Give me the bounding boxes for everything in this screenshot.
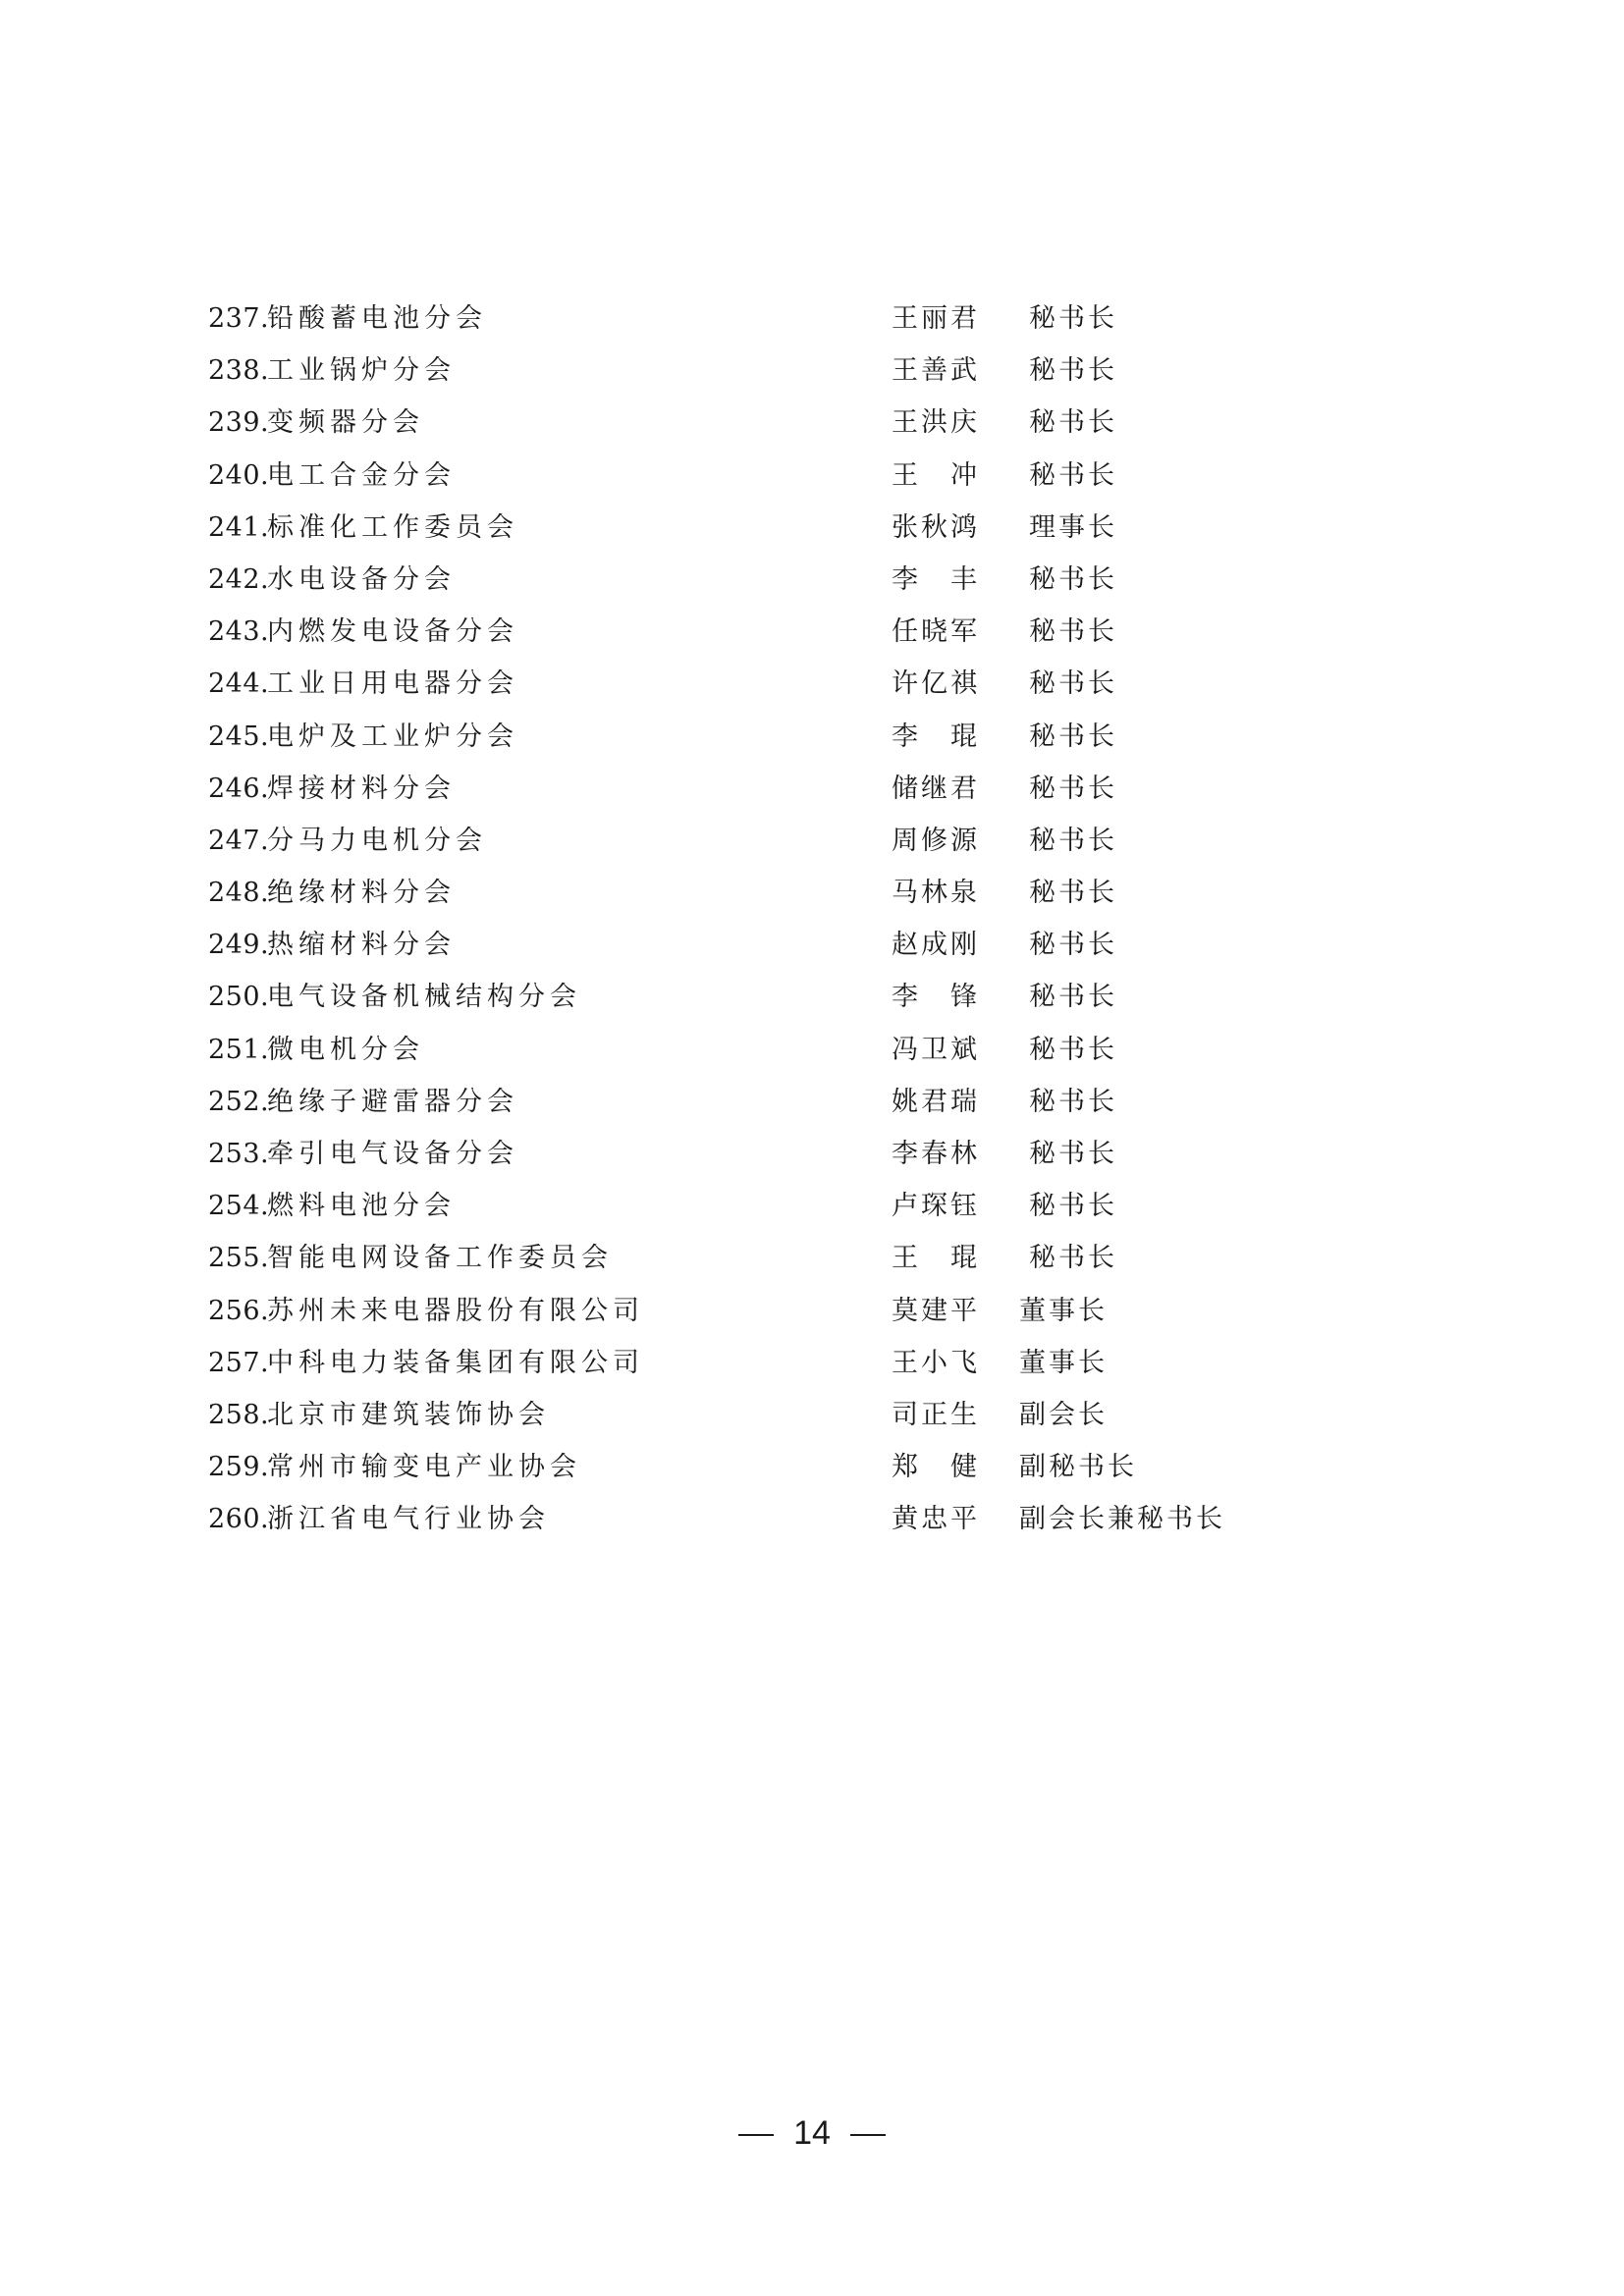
page-number: 14: [793, 2114, 831, 2152]
list-item: [208, 919, 1288, 971]
contact-name: 李 琨: [892, 721, 980, 752]
entry-number: 257.: [208, 1347, 270, 1378]
organization-name: 焊接材料分会: [267, 773, 456, 804]
list-item: [208, 502, 1288, 554]
contact-name: 郑 健: [892, 1452, 980, 1483]
contact-title: 秘书长: [1029, 1086, 1117, 1117]
organization-name: 水电设备分会: [267, 563, 456, 595]
entry-number: 254.: [208, 1191, 270, 1222]
dash-right-decoration: [850, 2134, 886, 2136]
list-item: [208, 1076, 1288, 1128]
contact-name: 王洪庆: [892, 407, 980, 439]
dash-left-decoration: [738, 2134, 774, 2136]
organization-name: 绝缘子避雷器分会: [267, 1086, 518, 1117]
entry-number: 260.: [208, 1504, 270, 1535]
list-item: [208, 554, 1288, 606]
contact-name: 赵成刚: [892, 930, 980, 961]
organization-roster: [208, 293, 1288, 1546]
organization-name: 分马力电机分会: [267, 825, 487, 856]
list-item: [208, 971, 1288, 1023]
entry-number: 238.: [208, 355, 270, 387]
organization-name: 变频器分会: [267, 407, 424, 439]
organization-name: 电炉及工业炉分会: [267, 721, 518, 752]
contact-name: 王 琨: [892, 1243, 980, 1274]
list-item: [208, 397, 1288, 449]
entry-number: 242.: [208, 563, 270, 595]
contact-name: 任晓军: [892, 616, 980, 648]
contact-name: 司正生: [892, 1399, 980, 1430]
list-item: [208, 1337, 1288, 1389]
entry-number: 252.: [208, 1086, 270, 1117]
contact-name: 卢琛钰: [892, 1191, 980, 1222]
organization-name: 铅酸蓄电池分会: [267, 303, 487, 334]
organization-name: 苏州未来电器股份有限公司: [267, 1295, 644, 1326]
entry-number: 240.: [208, 459, 270, 491]
contact-title: 秘书长: [1029, 668, 1117, 700]
organization-name: 标准化工作委员会: [267, 511, 518, 543]
organization-name: 热缩材料分会: [267, 930, 456, 961]
contact-title: 秘书长: [1029, 1139, 1117, 1169]
entry-number: 244.: [208, 668, 270, 700]
list-item: [208, 867, 1288, 919]
list-item: [208, 658, 1288, 710]
entry-number: 239.: [208, 407, 270, 439]
contact-title: 秘书长: [1029, 616, 1117, 648]
contact-name: 储继君: [892, 773, 980, 804]
contact-title: 秘书长: [1029, 407, 1117, 439]
organization-name: 绝缘材料分会: [267, 878, 456, 909]
contact-name: 王小飞: [892, 1347, 980, 1378]
list-item: [208, 1232, 1288, 1284]
organization-name: 浙江省电气行业协会: [267, 1504, 550, 1535]
contact-name: 莫建平: [892, 1295, 980, 1326]
contact-title: 秘书长: [1029, 459, 1117, 491]
entry-number: 253.: [208, 1139, 270, 1169]
contact-title: 秘书长: [1029, 878, 1117, 909]
entry-number: 259.: [208, 1452, 270, 1483]
contact-name: 王 冲: [892, 459, 980, 491]
list-item: [208, 345, 1288, 397]
entry-number: 251.: [208, 1034, 270, 1065]
contact-title: 理事长: [1029, 511, 1117, 543]
entry-number: 245.: [208, 721, 270, 752]
contact-title: 秘书长: [1029, 1243, 1117, 1274]
organization-name: 北京市建筑装饰协会: [267, 1399, 550, 1430]
list-item: [208, 606, 1288, 658]
list-item: [208, 815, 1288, 867]
contact-name: 黄忠平: [892, 1504, 980, 1535]
list-item: [208, 1441, 1288, 1493]
contact-title: 秘书长: [1029, 303, 1117, 334]
list-item: [208, 450, 1288, 502]
list-item: [208, 763, 1288, 815]
contact-title: 秘书长: [1029, 982, 1117, 1013]
contact-title: 秘书长: [1029, 1034, 1117, 1065]
page-footer: [0, 2114, 1624, 2153]
contact-name: 张秋鸿: [892, 511, 980, 543]
list-item: [208, 711, 1288, 763]
organization-name: 电气设备机械结构分会: [267, 982, 581, 1013]
organization-name: 工业日用电器分会: [267, 668, 518, 700]
contact-name: 姚君瑞: [892, 1086, 980, 1117]
organization-name: 牵引电气设备分会: [267, 1139, 518, 1169]
organization-name: 中科电力装备集团有限公司: [267, 1347, 644, 1378]
contact-name: 周修源: [892, 825, 980, 856]
list-item: [208, 293, 1288, 345]
contact-title: 副秘书长: [1019, 1452, 1137, 1483]
contact-title: 副会长: [1019, 1399, 1108, 1430]
contact-name: 冯卫斌: [892, 1034, 980, 1065]
entry-number: 241.: [208, 511, 270, 543]
organization-name: 智能电网设备工作委员会: [267, 1243, 613, 1274]
list-item: [208, 1493, 1288, 1545]
organization-name: 燃料电池分会: [267, 1191, 456, 1222]
entry-number: 243.: [208, 616, 270, 648]
entry-number: 237.: [208, 303, 270, 334]
contact-title: 秘书长: [1029, 825, 1117, 856]
list-item: [208, 1024, 1288, 1076]
organization-name: 电工合金分会: [267, 459, 456, 491]
list-item: [208, 1128, 1288, 1180]
contact-title: 副会长兼秘书长: [1019, 1504, 1225, 1535]
contact-name: 王善武: [892, 355, 980, 387]
contact-title: 秘书长: [1029, 563, 1117, 595]
contact-name: 李春林: [892, 1139, 980, 1169]
contact-name: 李 丰: [892, 563, 980, 595]
contact-name: 李 锋: [892, 982, 980, 1013]
list-item: [208, 1285, 1288, 1337]
contact-name: 王丽君: [892, 303, 980, 334]
contact-name: 马林泉: [892, 878, 980, 909]
contact-title: 董事长: [1019, 1295, 1108, 1326]
organization-name: 工业锅炉分会: [267, 355, 456, 387]
entry-number: 248.: [208, 878, 270, 909]
entry-number: 258.: [208, 1399, 270, 1430]
organization-name: 常州市输变电产业协会: [267, 1452, 581, 1483]
contact-title: 董事长: [1019, 1347, 1108, 1378]
organization-name: 微电机分会: [267, 1034, 424, 1065]
entry-number: 255.: [208, 1243, 270, 1274]
entry-number: 247.: [208, 825, 270, 856]
organization-name: 内燃发电设备分会: [267, 616, 518, 648]
contact-title: 秘书长: [1029, 355, 1117, 387]
contact-title: 秘书长: [1029, 930, 1117, 961]
entry-number: 249.: [208, 930, 270, 961]
contact-title: 秘书长: [1029, 773, 1117, 804]
list-item: [208, 1180, 1288, 1232]
entry-number: 250.: [208, 982, 270, 1013]
contact-title: 秘书长: [1029, 1191, 1117, 1222]
entry-number: 256.: [208, 1295, 270, 1326]
list-item: [208, 1389, 1288, 1441]
entry-number: 246.: [208, 773, 270, 804]
contact-name: 许亿祺: [892, 668, 980, 700]
contact-title: 秘书长: [1029, 721, 1117, 752]
